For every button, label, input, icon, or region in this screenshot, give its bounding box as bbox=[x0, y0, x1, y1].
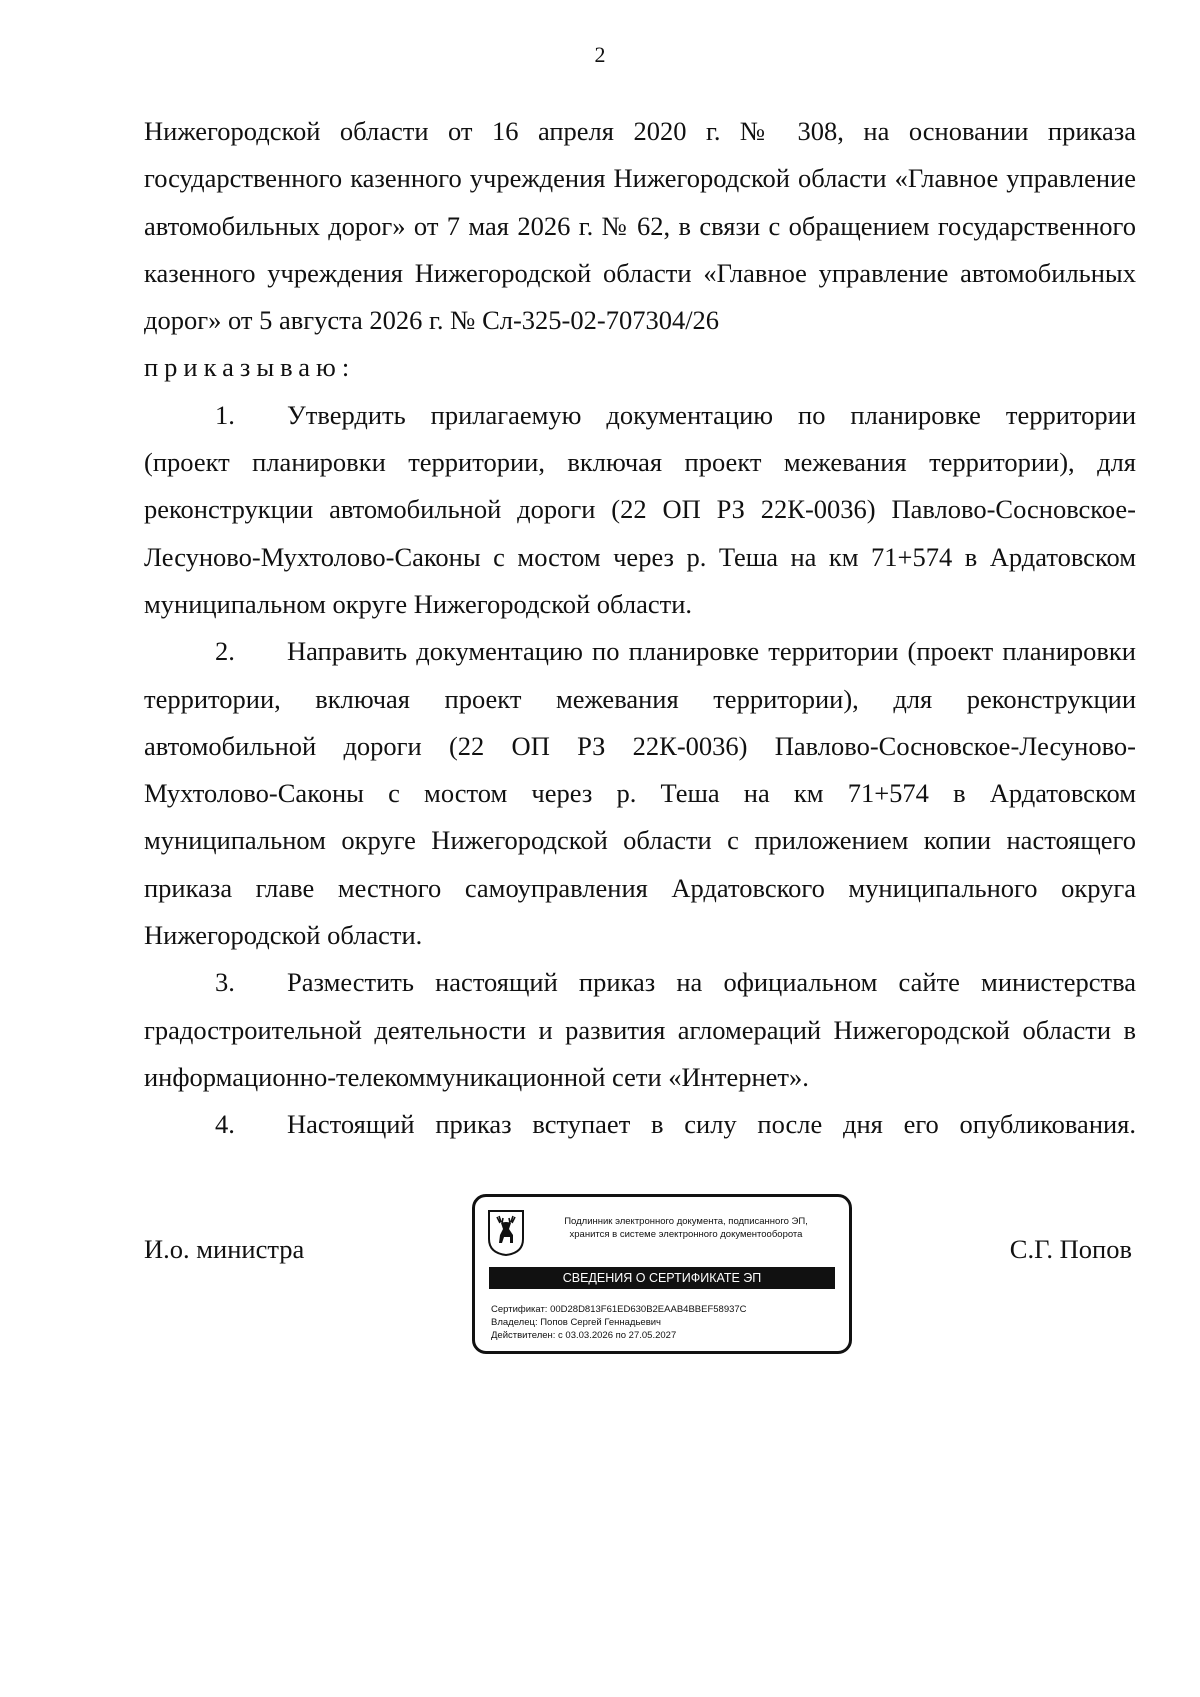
order-item-text: Направить документацию по планировке территории (проект планировки территории, включая проект межевания территории), для реконструкции автомобильной дороги (22 ОП РЗ 22К-0036) Павлово-Сосновское-Лесуново-Мухтолово-Саконы с мостом через р. Теша на км 71+574 в Ардатовском муниципальном округе Нижегородской области с приложением копии настоящего приказа главе местного самоуправления Ардатовского муниципального округа Нижегородской области. bbox=[144, 636, 1136, 951]
certificate-details bbox=[491, 1303, 747, 1342]
document-body bbox=[144, 108, 1136, 1149]
order-item-number: 2. bbox=[215, 636, 235, 667]
signatory-name: С.Г. Попов bbox=[1009, 1234, 1132, 1264]
order-item-4 bbox=[144, 1101, 1136, 1148]
signatory-position: И.о. министра bbox=[144, 1234, 305, 1264]
electronic-signature-stamp bbox=[472, 1194, 852, 1354]
certificate-info-bar: СВЕДЕНИЯ О СЕРТИФИКАТЕ ЭП bbox=[489, 1267, 835, 1289]
order-item-number: 3. bbox=[215, 967, 235, 998]
stamp-header-line: хранится в системе электронного документооборота bbox=[569, 1229, 803, 1240]
order-verb: приказываю: bbox=[144, 352, 356, 383]
certificate-number: Сертификат: 00D28D813F61ED630B2EAAB4BBEF58937C bbox=[491, 1304, 747, 1315]
order-item-1 bbox=[144, 392, 1136, 628]
page-number: 2 bbox=[594, 42, 606, 67]
order-item-text: Утвердить прилагаемую документацию по планировке территории (проект планировки территории, включая проект межевания территории), для реконструкции автомобильной дороги (22 ОП РЗ 22К-0036) Павлово-Сосновское-Лесуново-Мухтолово-Саконы с мостом через р. Теша на км 71+574 в Ардатовском муниципальном округе Нижегородской области. bbox=[144, 399, 1136, 619]
stamp-header bbox=[531, 1215, 841, 1241]
certificate-validity: Действителен: с 03.03.2026 по 27.05.2027 bbox=[491, 1330, 677, 1341]
order-item-number: 4. bbox=[215, 1109, 235, 1140]
stamp-header-line: Подлинник электронного документа, подписанного ЭП, bbox=[564, 1216, 808, 1227]
order-item-number: 1. bbox=[215, 399, 235, 430]
intro-paragraph: Нижегородской области от 16 апреля 2020 г. № 308, на основании приказа государственного казенного учреждения Нижегородской области «Главное управление автомобильных дорог» от 7 мая 2026 г. № 62, в связи с обращением государственного казенного учреждения Нижегородской области «Главное управление автомобильных дорог» от 5 августа 2026 г. № Сл-325-02-707304/26 bbox=[144, 116, 1136, 336]
order-item-text: Разместить настоящий приказ на официальном сайте министерства градостроительной деятельности и развития агломераций Нижегородской области в информационно-телекоммуникационной сети «Интернет». bbox=[144, 967, 1136, 1092]
order-item-3 bbox=[144, 959, 1136, 1101]
order-item-2 bbox=[144, 628, 1136, 959]
order-item-text: Настоящий приказ вступает в силу после дня его опубликования. bbox=[287, 1109, 1136, 1140]
certificate-owner: Владелец: Попов Сергей Геннадьевич bbox=[491, 1317, 662, 1328]
nizhny-novgorod-deer-emblem-icon bbox=[487, 1209, 525, 1257]
